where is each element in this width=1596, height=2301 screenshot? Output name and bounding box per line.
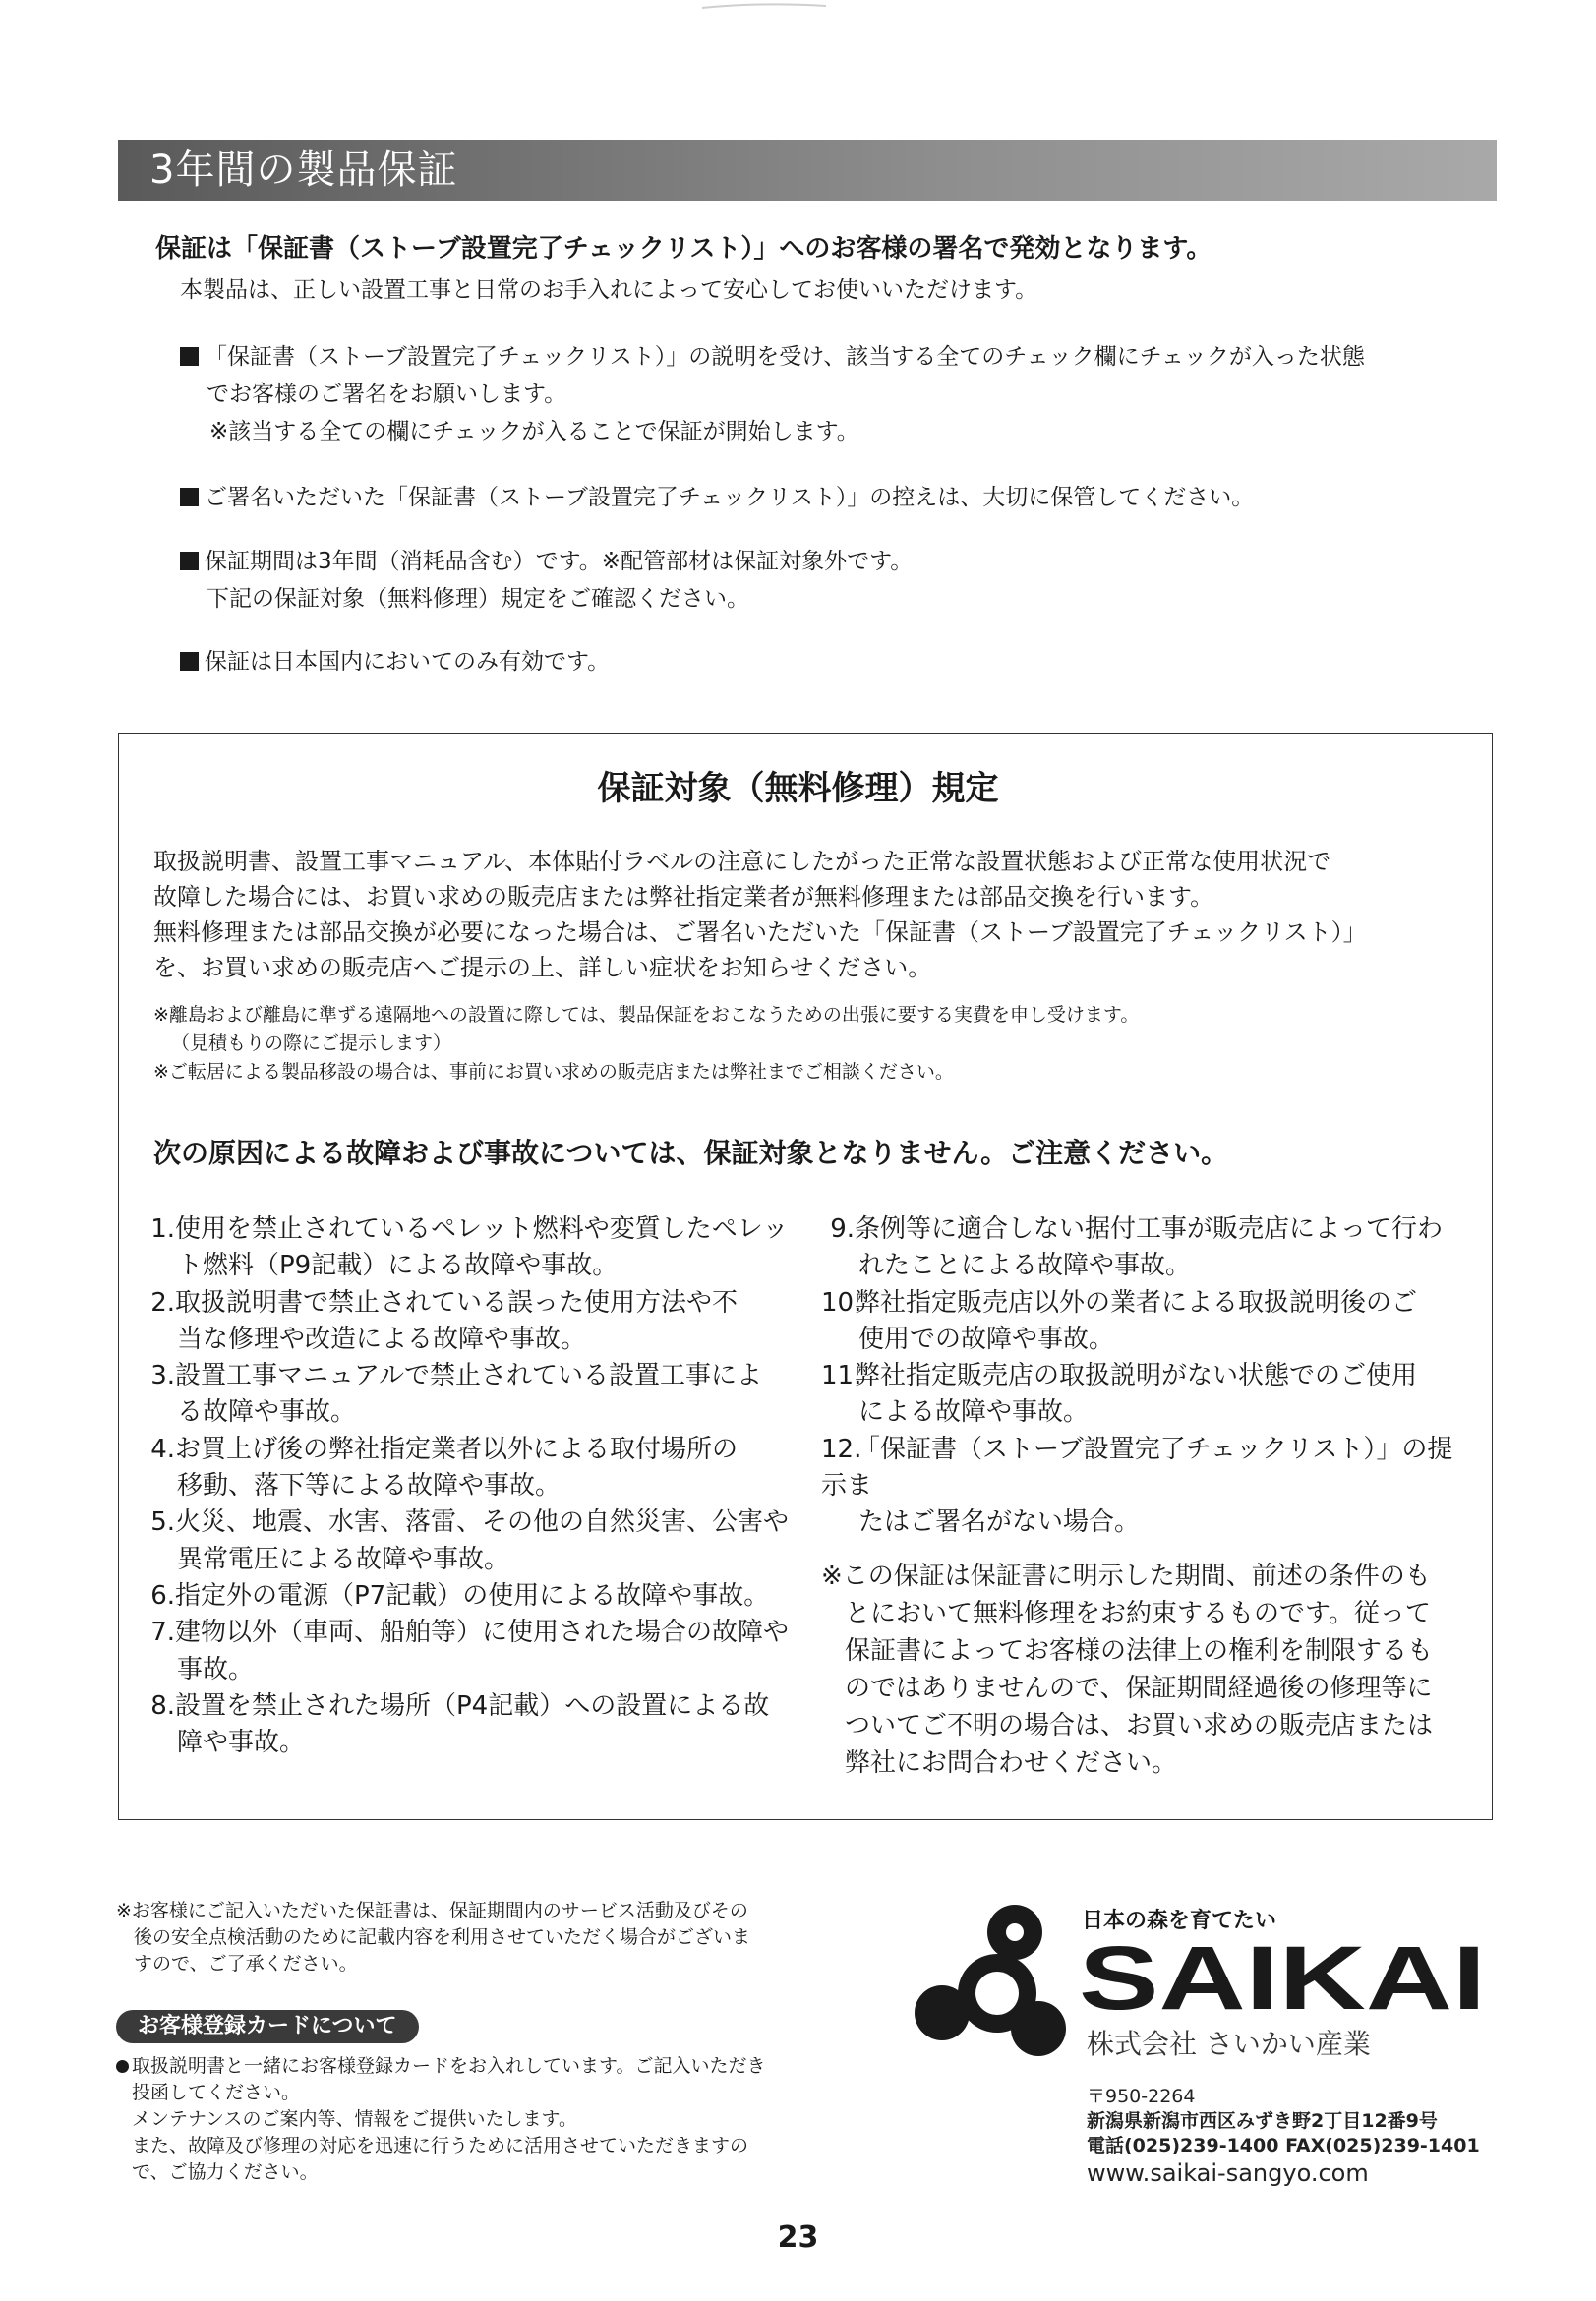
- exclusion-list-left: [148, 1211, 797, 1761]
- square-bullet-icon: [180, 652, 199, 671]
- privacy-note: ※お客様にご記入いただいた保証書は、保証期間内のサービス活動及びその 後の安全点検活動のために記載内容を利用させていただく場合がございま すので、ご了承ください。: [116, 1900, 751, 1975]
- list-item: 12.「保証書（ストーブ設置完了チェックリスト）」の提示ま たはご署名がない場合。: [821, 1434, 1453, 1538]
- list-item: 6.指定外の電源（P7記載）の使用による故障や事故。: [150, 1580, 770, 1611]
- saikai-wordmark: [1077, 1932, 1490, 2021]
- bullet-signature: 「保証書（ストーブ設置完了チェックリスト）」の説明を受け、該当する全てのチェック欄にチェックが入った状態 でお客様のご署名をお願いします。 ※該当する全ての欄にチェックが入ることで保証が開始します。: [180, 338, 1365, 450]
- coverage-body: 取扱説明書、設置工事マニュアル、本体貼付ラベルの注意にしたがった正常な設置状態および正常な使用状況で 故障した場合には、お買い求めの販売店または弊社指定業者が無料修理または部品交換を行います。 無料修理または部品交換が必要になった場合は、ご署名いただいた「保証書（ストーブ設置完了チェックリスト）」 を、お買い求めの販売店へご提示の上、詳しい症状をお知らせください。: [153, 848, 1367, 981]
- bullet-keep-copy: ご署名いただいた「保証書（ストーブ設置完了チェックリスト）」の控えは、大切に保管してください。: [180, 479, 1254, 516]
- scan-artifact: [700, 0, 828, 12]
- registration-card-label: お客様登録カードについて: [116, 2010, 419, 2043]
- bullet-dot-icon: [116, 2060, 129, 2073]
- list-item: 2.取扱説明書で禁止されている誤った使用方法や不 当な修理や改造による故障や事故。: [150, 1287, 739, 1354]
- company-website-link[interactable]: www.saikai-sangyo.com: [1087, 2159, 1369, 2187]
- exclusion-list-right: [821, 1211, 1475, 1542]
- coverage-note-remote: ※離島および離島に準ずる遠隔地への設置に際しては、製品保証をおこなうための出張に要する実費を申し受けます。 （見積もりの際にご提示します） ※ご転居による製品移設の場合は、事前にお買い求めの販売店または弊社までご相談ください。: [153, 1004, 1140, 1083]
- bullet-period: 保証期間は3年間（消耗品含む）です。※配管部材は保証対象外です。 下記の保証対象（無料修理）規定をご確認ください。: [180, 543, 913, 618]
- list-item: 3.設置工事マニュアルで禁止されている設置工事によ る故障や事故。: [150, 1361, 762, 1428]
- list-item: 5.火災、地震、水害、落雷、その他の自然災害、公害や 異常電圧による故障や事故。: [150, 1507, 790, 1574]
- warranty-intro: 本製品は、正しい設置工事と日常のお手入れによって安心してお使いいただけます。: [180, 277, 1038, 303]
- svg-text:SAIKAI: SAIKAI: [1079, 1932, 1486, 2021]
- list-item: 1.使用を禁止されているペレット燃料や変質したペレッ ト燃料（P9記載）による故障や事故。: [150, 1214, 789, 1281]
- saikai-logo-mark-icon: [913, 1903, 1075, 2065]
- warranty-lead: 保証は「保証書（ストーブ設置完了チェックリスト）」へのお客様の署名で発効となります。: [155, 234, 1212, 264]
- registration-text: 取扱説明書と一緒にお客様登録カードをお入れしています。ご記入いただき 投函してください。 メンテナンスのご案内等、情報をご提供いたします。 また、故障及び修理の対応を迅速に行うために活用させていただきますの で、ご協力ください。: [116, 2053, 863, 2186]
- list-item: 8.設置を禁止された場所（P4記載）への設置による故 障や事故。: [150, 1690, 770, 1758]
- section-title: 3年間の製品保証: [149, 148, 458, 193]
- list-item: 9.条例等に適合しない据付工事が販売店によって行わ れたことによる故障や事故。: [830, 1214, 1444, 1281]
- bullet-japan-only: 保証は日本国内においてのみ有効です。: [180, 643, 610, 680]
- company-name: 株式会社 さいかい産業: [1087, 2028, 1371, 2060]
- company-address: 〒950-2264 新潟県新潟市西区みずき野2丁目12番9号 電話(025)239-1400 FAX(025)239-1401 www.saikai-sangyo.com: [1087, 2086, 1480, 2187]
- page-number: 23: [777, 2220, 819, 2255]
- list-item: 4.お買上げ後の弊社指定業者以外による取付場所の 移動、落下等による故障や事故。: [150, 1434, 739, 1502]
- list-item: 10.弊社指定販売店以外の業者による取扱説明後のご 使用での故障や事故。: [821, 1287, 1418, 1354]
- square-bullet-icon: [180, 347, 199, 366]
- square-bullet-icon: [180, 488, 199, 506]
- list-item: 7.建物以外（車両、船舶等）に使用された場合の故障や 事故。: [150, 1618, 790, 1684]
- exclusion-heading: 次の原因による故障および事故については、保証対象となりません。ご注意ください。: [153, 1137, 1229, 1169]
- square-bullet-icon: [180, 552, 199, 570]
- company-tagline: 日本の森を育てたい: [1082, 1909, 1277, 1933]
- coverage-title: 保証対象（無料修理）規定: [597, 769, 999, 808]
- list-item: 11.弊社指定販売店の取扱説明がない状態でのご使用 による故障や事故。: [821, 1361, 1418, 1428]
- warranty-closing-note: ※この保証は保証書に明示した期間、前述の条件のも とにおいて無料修理をお約束するものです。従って 保証書によってお客様の法律上の権利を制限するも のではありませんので、保証期間経過後の修理等に ついてご不明の場合は、お買い求めの販売店または 弊社にお問合わせください。: [821, 1562, 1434, 1778]
